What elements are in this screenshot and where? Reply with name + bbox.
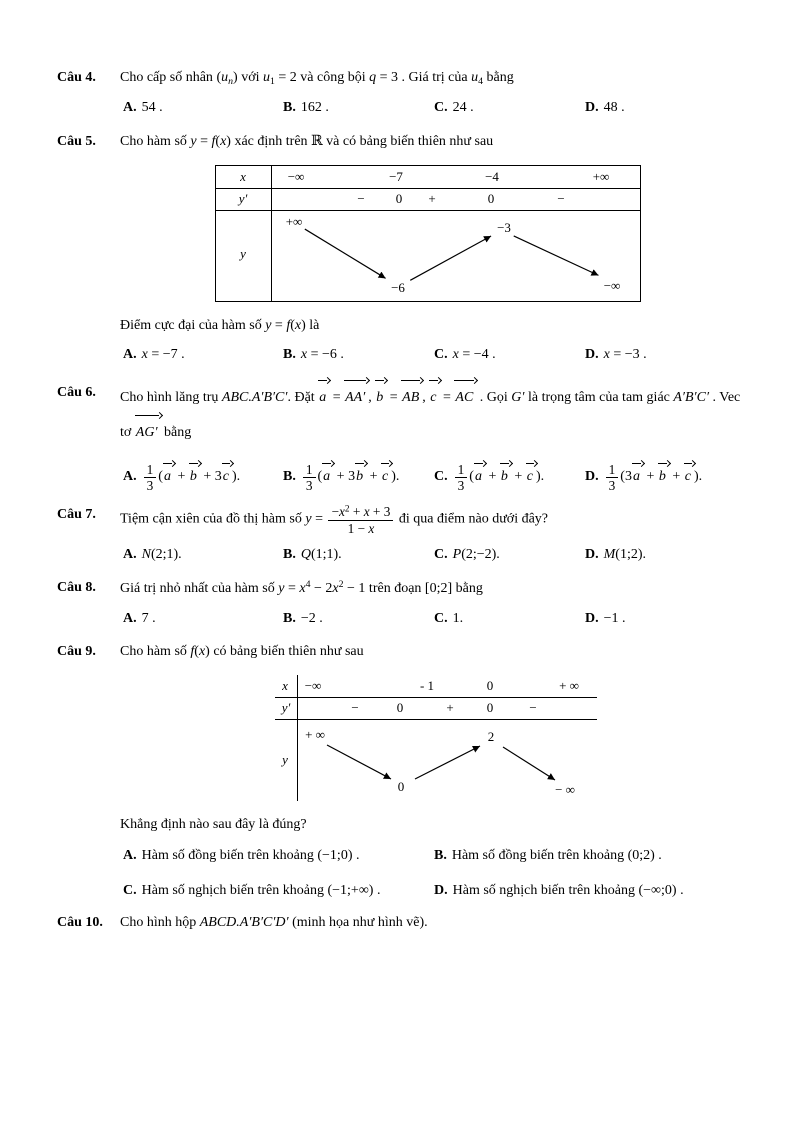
table-q5-sign: − (357, 191, 365, 207)
question-8-option-d (585, 608, 744, 630)
table-q5-yprime-label: y′ (238, 191, 248, 207)
option-b-label: B. (283, 546, 296, 562)
question-8-option-a (123, 608, 283, 630)
table-q5-y-label: y (240, 246, 246, 262)
question-4-options (57, 97, 744, 119)
question-4-option-c (434, 97, 585, 119)
table-q9-yprime-label: y′ (281, 700, 291, 716)
question-7-row (57, 504, 744, 536)
table-q5-y-value: −∞ (603, 278, 621, 294)
variation-table-q9 (275, 675, 597, 801)
table-q5-sign: 0 (487, 191, 495, 207)
option-b-label: B. (434, 848, 447, 864)
option-a-label: A. (123, 610, 137, 626)
option-d-label: D. (585, 546, 599, 562)
option-c-label: C. (123, 883, 137, 899)
question-6-option-c (434, 461, 585, 493)
question-10-number: Câu 10. (57, 915, 103, 931)
option-b-value: x = −6 . (300, 347, 344, 363)
question-9-row (57, 641, 744, 663)
table-q9-x-value: + ∞ (559, 678, 579, 694)
question-9-option-c (123, 880, 434, 901)
option-b-value: Hàm số đồng biến trên khoảng (0;2) . (451, 848, 662, 864)
option-a-label: A. (123, 469, 137, 485)
option-a-value: $\frac{1}{3}$ (a + b + 3c ). (142, 469, 241, 484)
table-q5-x-value: −4 (485, 169, 499, 185)
option-a-label: A. (123, 347, 137, 363)
table-q5-x-label: x (240, 169, 246, 185)
table-q9-sign: 0 (486, 700, 494, 716)
option-a-value: Hàm số đồng biến trên khoảng (−1;0) . (141, 848, 360, 864)
question-5-row (57, 131, 744, 153)
table-q9-sign: + (446, 700, 454, 716)
option-a-label: A. (123, 848, 137, 864)
table-q5-x-value: +∞ (592, 169, 610, 185)
question-4-option-a (123, 97, 283, 119)
question-8-row (57, 577, 744, 600)
table-q5-arrows (216, 166, 640, 301)
question-9-option-b (434, 845, 744, 866)
question-4-stem: Cho cấp số nhân $(u_n)$ với $u_1 = 2$ và công bội q = 3 . Giá trị của $u_4$ bằng (120, 70, 514, 87)
table-q5-x-value: −∞ (287, 169, 305, 185)
question-8-option-c (434, 608, 585, 630)
question-9-number: Câu 9. (57, 644, 96, 660)
option-b-value: 162 . (300, 100, 329, 116)
table-q9-y-value: 0 (397, 779, 405, 795)
option-d-value: Hàm số nghịch biến trên khoảng (−∞;0) . (452, 883, 684, 899)
question-8-stem: Giá trị nhỏ nhất của hàm số $y = x^4 - 2x^2 - 1$ trên đoạn [0;2] bằng (120, 579, 483, 597)
question-6-row (57, 378, 744, 450)
question-9-option-d (434, 880, 744, 901)
table-q9-y-value: + ∞ (305, 727, 325, 743)
table-q5-y-value: −3 (497, 220, 511, 236)
option-c-value: P(2;−2). (452, 546, 500, 562)
option-a-value: x = −7 . (141, 347, 185, 363)
option-a-value: 54 . (141, 100, 163, 116)
option-d-value: x = −3 . (603, 347, 647, 363)
question-10-stem: Cho hình hộp ABCD.A′B′C′D′ (minh họa như hình vẽ). (120, 915, 428, 931)
question-6-option-b (283, 461, 434, 493)
table-q9-x-value: 0 (486, 678, 494, 694)
option-a-value: 7 . (141, 610, 156, 626)
question-4-option-b (283, 97, 434, 119)
option-d-value: 48 . (603, 100, 625, 116)
table-q5-y-value: −6 (391, 280, 405, 296)
question-9-stem: Cho hàm số f(x) có bảng biến thiên như sau (120, 644, 364, 660)
question-10 (57, 912, 744, 934)
option-b-label: B. (283, 610, 296, 626)
variation-table-q5 (215, 165, 641, 302)
option-c-value: 1. (452, 610, 464, 626)
question-7 (57, 504, 744, 566)
option-c-label: C. (434, 610, 448, 626)
question-4-option-d (585, 97, 744, 119)
table-q5-sign: + (428, 191, 436, 207)
question-6 (57, 378, 744, 494)
question-4-number: Câu 4. (57, 70, 96, 85)
question-9-option-a (123, 845, 434, 866)
option-a-value: N(2;1). (141, 546, 182, 562)
question-4-row (57, 67, 744, 89)
option-c-value: Hàm số nghịch biến trên khoảng (−1;+∞) . (141, 883, 381, 899)
table-q9-y-label: y (282, 752, 288, 768)
question-6-options (57, 461, 744, 493)
question-10-row (57, 912, 744, 934)
question-7-option-b (283, 544, 434, 566)
question-5-followup (57, 315, 744, 336)
question-6-number: Câu 6. (57, 384, 96, 400)
option-d-label: D. (434, 883, 448, 899)
question-8 (57, 577, 744, 630)
table-q9-arrows (275, 675, 597, 801)
option-c-value: x = −4 . (452, 347, 496, 363)
question-5 (57, 131, 744, 367)
option-b-value: −2 . (300, 610, 323, 626)
table-q9-y-value: − ∞ (555, 782, 575, 798)
option-d-value: M(1;2). (603, 546, 647, 562)
option-c-label: C. (434, 469, 448, 485)
table-q5-sign: 0 (395, 191, 403, 207)
option-a-label: A. (123, 546, 137, 562)
question-7-option-a (123, 544, 283, 566)
table-q9-y-value: 2 (487, 729, 495, 745)
question-9-followup-text: Khẳng định nào sau đây là đúng? (120, 817, 307, 833)
question-7-option-d (585, 544, 744, 566)
question-4 (57, 67, 744, 120)
option-a-label: A. (123, 100, 137, 116)
question-9 (57, 641, 744, 901)
option-c-label: C. (434, 100, 448, 116)
option-d-value: $\frac{1}{3}$ (3a + b + c ). (604, 469, 703, 484)
option-b-value: $\frac{1}{3}$ (a + 3b + c ). (301, 469, 400, 484)
question-6-stem: Cho hình lăng trụ ABC.A′B′C′. Đặt a = AA′ , b = AB , c = AC . Gọi G′ là trọng tâm của tam giác A′B′C′ . Vec tơ AG′ bằng (120, 378, 744, 450)
table-q5-sign: − (557, 191, 565, 207)
table-q9-x-value: −∞ (304, 678, 322, 694)
option-c-label: C. (434, 347, 448, 363)
option-b-label: B. (283, 469, 296, 485)
table-q9-x-value: - 1 (419, 678, 435, 694)
option-d-value: −1 . (603, 610, 626, 626)
table-q9-sign: − (351, 700, 359, 716)
question-7-stem: Tiệm cận xiên của đồ thị hàm số y = $\frac{-x^2 + x + 3}{1 - x}$ đi qua điểm nào dưới đây? (120, 504, 549, 536)
option-c-value: 24 . (452, 100, 474, 116)
option-c-label: C. (434, 546, 448, 562)
question-5-option-d (585, 344, 744, 366)
question-8-number: Câu 8. (57, 580, 96, 596)
question-5-options (57, 344, 744, 366)
table-q5-x-value: −7 (389, 169, 403, 185)
question-5-followup-text: Điểm cực đại của hàm số y = f(x) là (120, 318, 320, 334)
question-8-option-b (283, 608, 434, 630)
question-6-option-a (123, 461, 283, 493)
table-q9-sign: 0 (396, 700, 404, 716)
question-5-number: Câu 5. (57, 133, 96, 149)
question-7-options (57, 544, 744, 566)
option-d-label: D. (585, 100, 599, 116)
option-d-label: D. (585, 469, 599, 485)
question-5-stem: Cho hàm số y = f(x) xác định trên ℝ và có bảng biến thiên như sau (120, 133, 494, 149)
option-c-value: $\frac{1}{3}$ (a + b + c ). (453, 469, 545, 484)
option-d-label: D. (585, 347, 599, 363)
question-5-option-a (123, 344, 283, 366)
question-7-number: Câu 7. (57, 507, 96, 523)
option-b-label: B. (283, 100, 296, 116)
question-5-option-b (283, 344, 434, 366)
question-9-followup (57, 814, 744, 835)
table-q9-x-label: x (282, 678, 288, 694)
question-7-option-c (434, 544, 585, 566)
option-b-label: B. (283, 347, 296, 363)
question-9-options (57, 845, 744, 901)
question-5-option-c (434, 344, 585, 366)
table-q9-sign: − (529, 700, 537, 716)
question-8-options (57, 608, 744, 630)
option-d-label: D. (585, 610, 599, 626)
option-b-value: Q(1;1). (300, 546, 342, 562)
table-q5-y-value: +∞ (285, 214, 303, 230)
question-6-option-d (585, 461, 744, 493)
